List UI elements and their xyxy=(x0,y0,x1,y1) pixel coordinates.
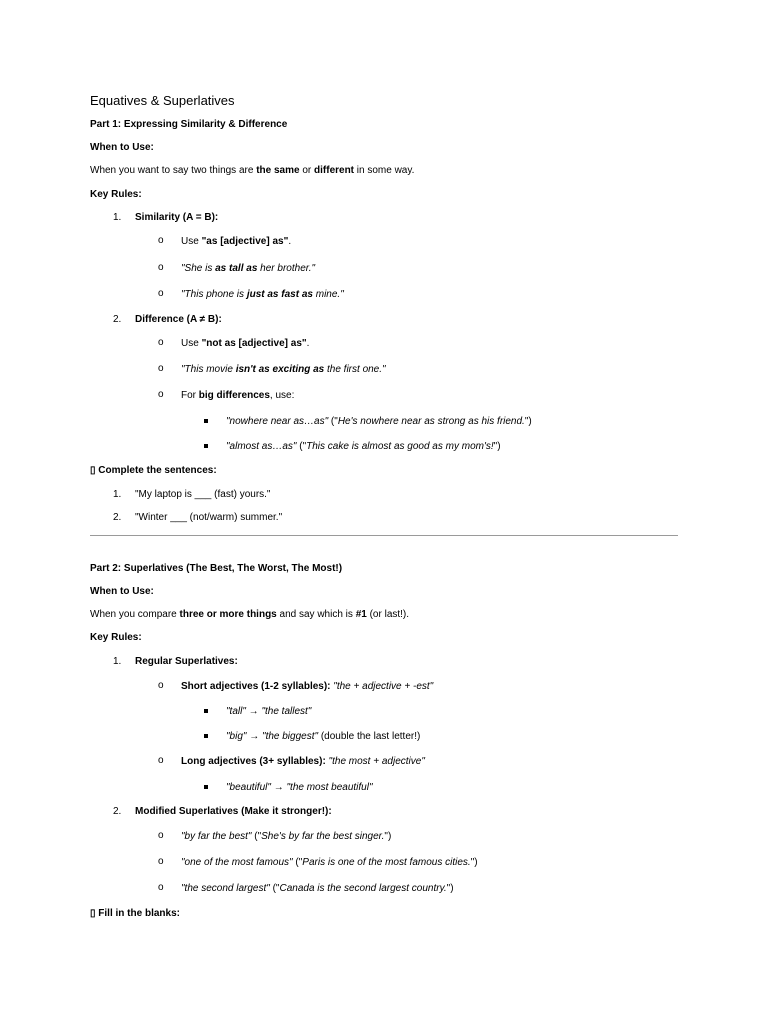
list-item xyxy=(181,831,391,843)
exercise-item: "Winter ___ (not/warm) summer." xyxy=(135,512,283,523)
emphasis: Short adjectives (1-2 syllables): xyxy=(181,681,331,692)
square-bullet-icon xyxy=(204,444,208,448)
sub-list-item xyxy=(226,731,420,743)
text-run: (" xyxy=(269,883,280,894)
bullet-o: o xyxy=(158,856,164,867)
text-run: . xyxy=(306,338,310,349)
part1-rules-label: Key Rules: xyxy=(90,189,142,200)
text-run: "the + adjective + -est" xyxy=(330,681,434,692)
text-run: "big" xyxy=(226,731,247,742)
arrow-right-icon: → xyxy=(245,706,262,717)
sub-list-item xyxy=(226,706,311,718)
text-run: "the second largest" xyxy=(181,883,270,894)
exercise-label xyxy=(90,465,217,477)
text-run: and say which is xyxy=(276,609,356,620)
emphasis: the same xyxy=(256,165,300,176)
list-number: 2. xyxy=(113,806,122,817)
text-run: Paris is one of the most famous cities. xyxy=(302,857,471,868)
list-number: 1. xyxy=(113,212,122,223)
square-bullet-icon xyxy=(204,419,208,423)
text-run: the first one." xyxy=(324,364,386,375)
text-run: When you compare xyxy=(90,609,180,620)
text-run: her brother." xyxy=(257,263,316,274)
exercise-item: "My laptop is ___ (fast) yours." xyxy=(135,489,271,500)
square-bullet-icon xyxy=(204,709,208,713)
bullet-o: o xyxy=(158,755,164,766)
list-item xyxy=(181,857,478,869)
emphasis: big differences xyxy=(198,390,270,401)
rule-similarity-label: Similarity (A = B): xyxy=(135,212,219,223)
part2-heading: Part 2: Superlatives (The Best, The Worst, The Most!) xyxy=(90,563,343,574)
part1-when-label: When to Use: xyxy=(90,142,154,153)
bullet-o: o xyxy=(158,680,164,691)
bullet-o: o xyxy=(158,882,164,893)
list-number: 2. xyxy=(113,512,122,523)
sub-list-item xyxy=(226,416,532,428)
page-title: Equatives & Superlatives xyxy=(90,93,235,108)
part1-heading: Part 1: Expressing Similarity & Difference xyxy=(90,119,288,130)
text-run: ") xyxy=(446,883,454,894)
text-run: "nowhere near as…as" xyxy=(226,416,329,427)
square-bullet-icon xyxy=(204,785,208,789)
text-run: "the most beautiful" xyxy=(286,782,373,793)
rule-modified-label: Modified Superlatives (Make it stronger!): xyxy=(135,806,332,817)
text-run: ") xyxy=(384,831,392,842)
list-item xyxy=(181,756,425,768)
text-run: "by far the best" xyxy=(181,831,252,842)
text-run: (or last!). xyxy=(366,609,410,620)
text-run: "the tallest" xyxy=(261,706,312,717)
text-run: "the most + adjective" xyxy=(325,756,425,767)
text-run: (double the last letter!) xyxy=(318,731,421,742)
exercise-label xyxy=(90,908,180,920)
text-run: Use xyxy=(181,236,202,247)
bullet-o: o xyxy=(158,235,164,246)
text-run: ") xyxy=(493,441,501,452)
emphasis: "not as [adjective] as" xyxy=(201,338,307,349)
text-run: Canada is the second largest country. xyxy=(279,883,447,894)
text-run: When you want to say two things are xyxy=(90,165,257,176)
rule-difference-label: Difference (A ≠ B): xyxy=(135,314,222,325)
text-run: . xyxy=(288,236,292,247)
horizontal-divider xyxy=(90,535,678,536)
part2-when-text xyxy=(90,609,409,621)
text-run: "This phone is xyxy=(181,289,247,300)
text-run: "This movie xyxy=(181,364,236,375)
emphasis: three or more things xyxy=(179,609,277,620)
text-run: "tall" xyxy=(226,706,246,717)
text-run: This cake is almost as good as my mom's! xyxy=(306,441,494,452)
bullet-o: o xyxy=(158,389,164,400)
placeholder-box-icon: ▯ xyxy=(90,908,96,919)
text-run: (" xyxy=(292,857,303,868)
text-run: Complete the sentences: xyxy=(98,465,217,476)
text-run: "the biggest" xyxy=(262,731,319,742)
list-item xyxy=(181,263,315,275)
text-run: She's by far the best singer. xyxy=(261,831,385,842)
square-bullet-icon xyxy=(204,734,208,738)
list-item xyxy=(181,338,309,350)
list-number: 2. xyxy=(113,314,122,325)
emphasis: as tall as xyxy=(215,263,258,274)
text-run: in some way. xyxy=(354,165,415,176)
text-run: He's nowhere near as strong as his friend. xyxy=(337,416,525,427)
bullet-o: o xyxy=(158,363,164,374)
text-run: (" xyxy=(296,441,307,452)
emphasis: "as [adjective] as" xyxy=(201,236,289,247)
text-run: For xyxy=(181,390,199,401)
sub-list-item xyxy=(226,782,373,794)
arrow-right-icon: → xyxy=(246,731,263,742)
bullet-o: o xyxy=(158,830,164,841)
list-item xyxy=(181,390,294,402)
text-run: Fill in the blanks: xyxy=(98,908,180,919)
list-item xyxy=(181,236,291,248)
text-run: , use: xyxy=(269,390,295,401)
emphasis: Long adjectives (3+ syllables): xyxy=(181,756,326,767)
text-run: "beautiful" xyxy=(226,782,271,793)
text-run: (" xyxy=(251,831,262,842)
list-item xyxy=(181,364,386,376)
placeholder-box-icon: ▯ xyxy=(90,465,96,476)
arrow-right-icon: → xyxy=(270,782,287,793)
emphasis: different xyxy=(314,165,355,176)
bullet-o: o xyxy=(158,288,164,299)
list-item xyxy=(181,289,344,301)
emphasis: isn't as exciting as xyxy=(235,364,325,375)
text-run: "one of the most famous" xyxy=(181,857,293,868)
emphasis: just as fast as xyxy=(246,289,313,300)
list-number: 1. xyxy=(113,656,122,667)
sub-list-item xyxy=(226,441,501,453)
list-number: 1. xyxy=(113,489,122,500)
part1-when-text xyxy=(90,165,414,177)
text-run: Use xyxy=(181,338,202,349)
rule-regular-label: Regular Superlatives: xyxy=(135,656,238,667)
text-run: mine." xyxy=(312,289,344,300)
text-run: "She is xyxy=(181,263,216,274)
list-item xyxy=(181,681,433,693)
text-run: "almost as…as" xyxy=(226,441,297,452)
part2-when-label: When to Use: xyxy=(90,586,154,597)
text-run: or xyxy=(299,165,315,176)
bullet-o: o xyxy=(158,337,164,348)
emphasis: #1 xyxy=(355,609,367,620)
bullet-o: o xyxy=(158,262,164,273)
text-run: ") xyxy=(524,416,532,427)
list-item xyxy=(181,883,454,895)
part2-rules-label: Key Rules: xyxy=(90,632,142,643)
text-run: (" xyxy=(328,416,338,427)
text-run: ") xyxy=(470,857,478,868)
